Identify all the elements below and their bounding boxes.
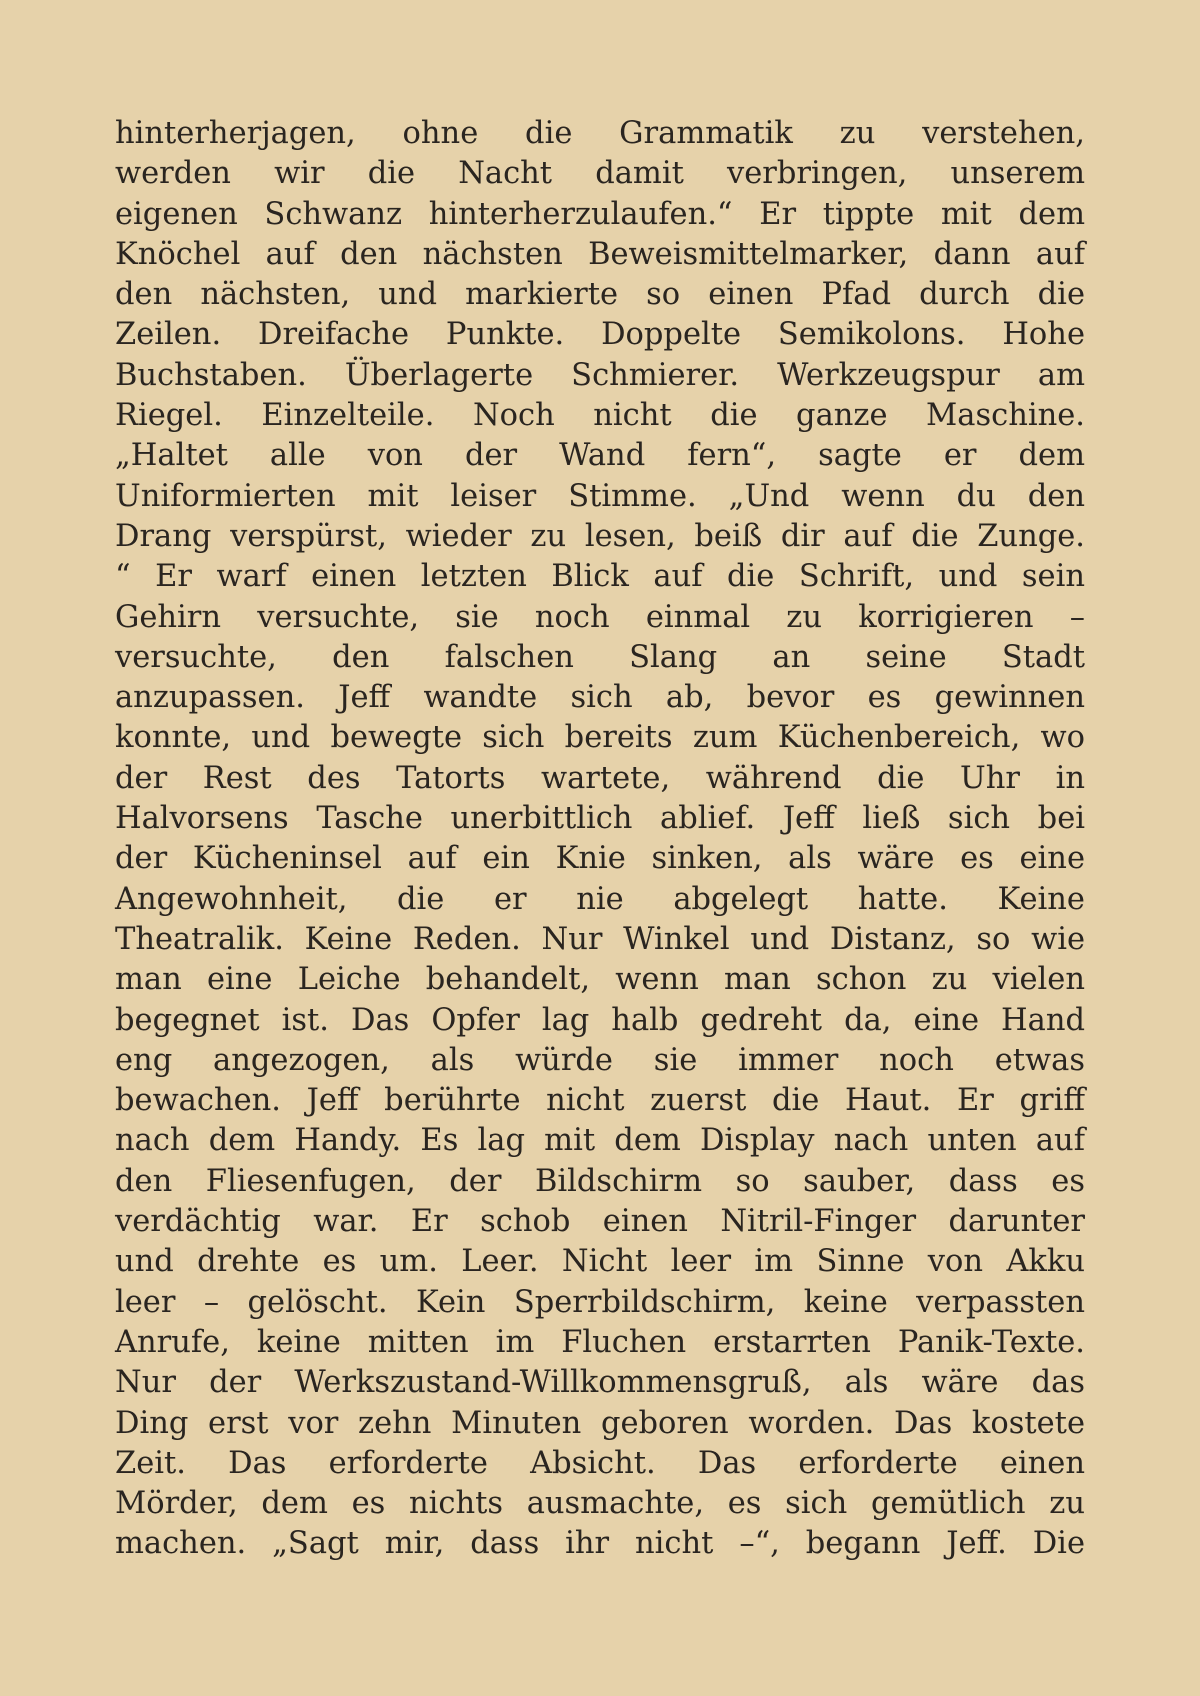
text-line: und drehte es um. Leer. Nicht leer im Sinne von Akku — [115, 1244, 1085, 1280]
text-line: Nur der Werkszustand-Willkommensgruß, als wäre das — [115, 1365, 1085, 1401]
text-line: eng angezogen, als würde sie immer noch etwas — [115, 1042, 1085, 1078]
text-line: eigenen Schwanz hinterherzulaufen.“ Er tippte mit dem — [115, 196, 1085, 232]
text-line: leer – gelöscht. Kein Sperrbildschirm, keine verpassten — [115, 1284, 1085, 1320]
text-line: den nächsten, und markierte so einen Pfad durch die — [115, 277, 1085, 313]
text-line: der Rest des Tatorts wartete, während die Uhr in — [115, 760, 1085, 796]
text-line: den Fliesenfugen, der Bildschirm so sauber, dass es — [115, 1163, 1085, 1199]
text-line: Zeilen. Dreifache Punkte. Doppelte Semikolons. Hohe — [115, 317, 1085, 353]
text-line: „Haltet alle von der Wand fern“, sagte er dem — [115, 438, 1085, 474]
text-line: verdächtig war. Er schob einen Nitril-Finger darunter — [115, 1204, 1085, 1240]
text-line: Anrufe, keine mitten im Fluchen erstarrten Panik-Texte. — [115, 1324, 1085, 1360]
text-line: “ Er warf einen letzten Blick auf die Schrift, und sein — [115, 559, 1085, 595]
text-line: Uniformierten mit leiser Stimme. „Und wenn du den — [115, 478, 1085, 514]
text-line: Buchstaben. Überlagerte Schmierer. Werkzeugspur am — [115, 357, 1085, 393]
text-line: hinterherjagen, ohne die Grammatik zu verstehen, — [115, 116, 1085, 151]
text-line: konnte, und bewegte sich bereits zum Küchenbereich, wo — [115, 720, 1085, 756]
text-line: anzupassen. Jeff wandte sich ab, bevor es gewinnen — [115, 680, 1085, 716]
text-line: Knöchel auf den nächsten Beweismittelmarker, dann auf — [115, 236, 1085, 272]
text-line: werden wir die Nacht damit verbringen, unserem — [115, 156, 1085, 192]
text-line: bewachen. Jeff berührte nicht zuerst die Haut. Er griff — [115, 1083, 1085, 1119]
text-line: der Kücheninsel auf ein Knie sinken, als wäre es eine — [115, 841, 1085, 877]
text-line: machen. „Sagt mir, dass ihr nicht –“, begann Jeff. Die — [115, 1526, 1085, 1562]
text-page — [115, 114, 1085, 1565]
text-line: Gehirn versuchte, sie noch einmal zu korrigieren – — [115, 599, 1085, 635]
text-line: Theatralik. Keine Reden. Nur Winkel und Distanz, so wie — [115, 921, 1085, 957]
text-line: Riegel. Einzelteile. Noch nicht die ganze Maschine. — [115, 398, 1085, 434]
text-line: Zeit. Das erforderte Absicht. Das erforderte einen — [115, 1445, 1085, 1481]
text-line: nach dem Handy. Es lag mit dem Display nach unten auf — [115, 1123, 1085, 1159]
text-line: man eine Leiche behandelt, wenn man schon zu vielen — [115, 962, 1085, 998]
text-line: Drang verspürst, wieder zu lesen, beiß dir auf die Zunge. — [115, 518, 1085, 554]
text-line: Mörder, dem es nichts ausmachte, es sich gemütlich zu — [115, 1486, 1085, 1522]
text-line: Angewohnheit, die er nie abgelegt hatte. Keine — [115, 881, 1085, 917]
text-line: begegnet ist. Das Opfer lag halb gedreht da, eine Hand — [115, 1002, 1085, 1038]
text-line: Halvorsens Tasche unerbittlich ablief. Jeff ließ sich bei — [115, 801, 1085, 837]
text-line: Ding erst vor zehn Minuten geboren worden. Das kostete — [115, 1405, 1085, 1441]
text-line: versuchte, den falschen Slang an seine Stadt — [115, 639, 1085, 675]
